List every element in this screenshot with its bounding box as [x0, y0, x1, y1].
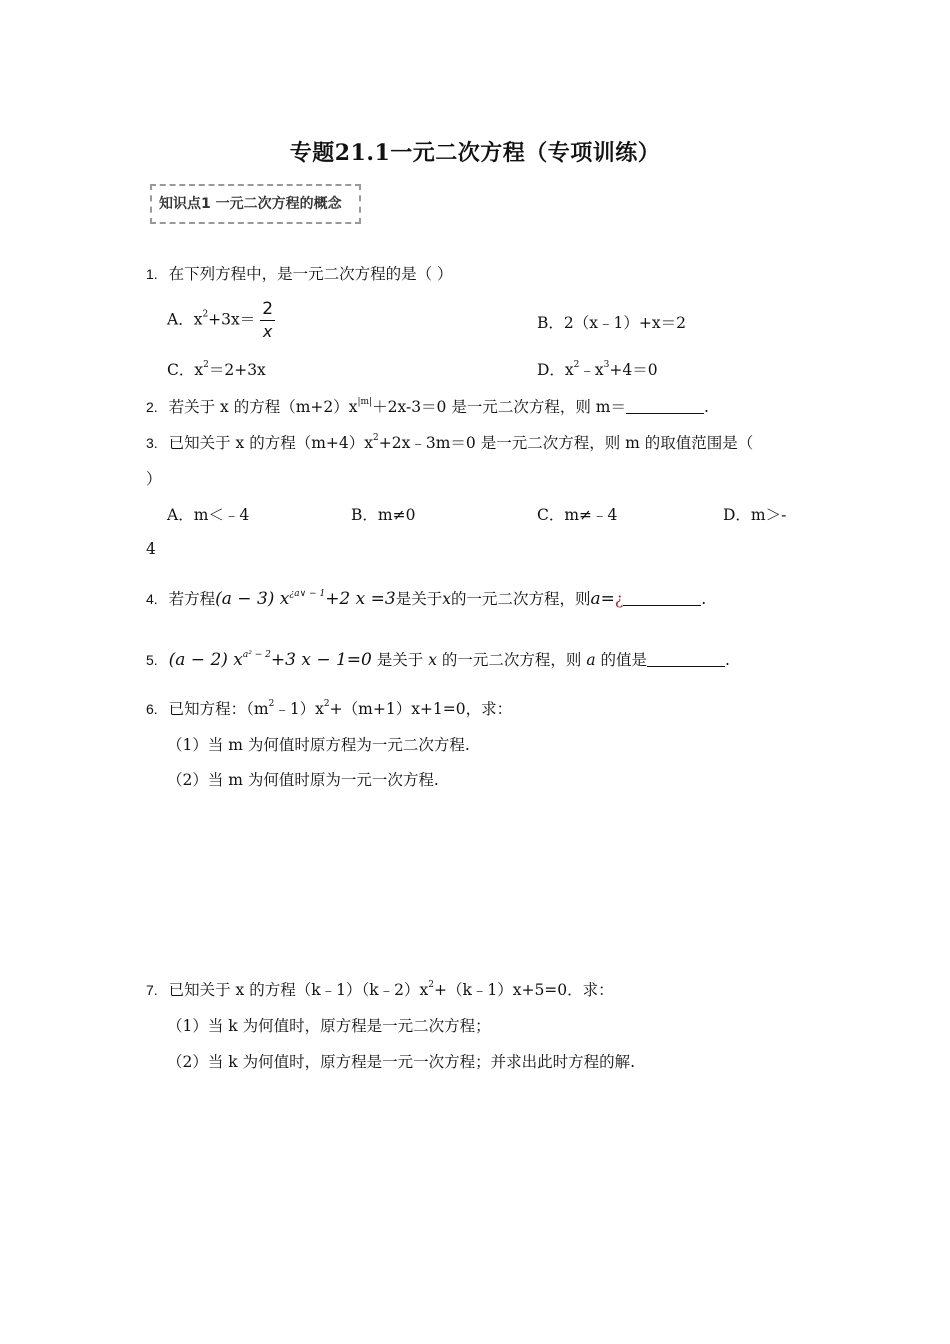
question-7-part-2: （2）当 k 为何值时，原方程是一元一次方程；并求出此时方程的解.	[167, 1053, 636, 1071]
question-6-part-2: （2）当 m 为何值时原为一元一次方程.	[167, 771, 439, 789]
question-5: 5. (a − 2) $x^{a^2 - 2}+3$ x − 1=0 是关于 x 的一元二次方程，则 a 的值是 .	[146, 650, 730, 670]
option-b[interactable]: B．2（x﹣1）+x＝2	[537, 314, 686, 332]
question-number: 2.	[146, 399, 158, 415]
option-a[interactable]: A．m＜﹣4	[167, 506, 250, 524]
question-6-part-1: （1）当 m 为何值时原方程为一元二次方程.	[167, 736, 470, 754]
option-d-wrap: 4	[146, 540, 156, 558]
answer-blank[interactable]	[647, 652, 725, 667]
question-3-stem-wrap: ）	[146, 470, 162, 488]
answer-blank[interactable]	[626, 399, 704, 414]
question-3-stem: 3. 已知关于 x 的方程$(m+4)x^2+2x﹣3m=0$ 是一元二次方程，则 m 的取值范围是（	[146, 433, 754, 452]
question-number: 1.	[146, 266, 158, 282]
option-a[interactable]: A．$x^2+3x=$ $\frac{2}{x}$	[167, 299, 274, 341]
question-number: 3.	[146, 435, 158, 451]
question-number: 7.	[146, 982, 158, 998]
question-number: 5.	[146, 652, 158, 668]
question-7-stem: 7. 已知关于 x 的方程$(k﹣1)(k﹣2)x^2+(k﹣1)x+5=0$．求：	[146, 980, 614, 999]
option-d[interactable]: D．m＞-	[723, 506, 787, 524]
answer-blank[interactable]	[623, 591, 701, 606]
question-number: 4.	[146, 591, 158, 607]
question-number: 6.	[146, 701, 158, 717]
question-7-part-1: （1）当 k 为何值时，原方程是一元二次方程；	[167, 1017, 491, 1035]
section-label: 知识点1 一元二次方程的概念	[150, 184, 361, 224]
question-6-stem: 6. 已知方程：$(m^2﹣1)x^2+(m+1)x+1=0$，求：	[146, 699, 513, 718]
option-c[interactable]: C．m≠﹣4	[537, 506, 618, 524]
question-4: 4. 若方程(a − 3) $x^{¿a\vee - 1}+2$ x =3是关于x的一元二次方程，则a=¿ .	[146, 589, 707, 609]
question-1-stem	[146, 262, 453, 284]
option-c[interactable]: C．$x^2=2+3x$	[167, 360, 266, 379]
question-text: 在下列方程中，是一元二次方程的是（ ）	[168, 265, 453, 283]
page-title: 专题21.1一元二次方程（专项训练）	[289, 140, 661, 166]
option-b[interactable]: B．m≠0	[351, 506, 416, 524]
question-2: 2. 若关于 x 的方程$(m+2)x^{|m|}+2x-3=0$ 是一元二次方程，则 m＝ .	[146, 397, 709, 416]
option-d[interactable]: D．$x^2﹣x^3+4=0$	[537, 360, 658, 379]
fraction: $\frac{2}{x}$	[262, 299, 274, 341]
